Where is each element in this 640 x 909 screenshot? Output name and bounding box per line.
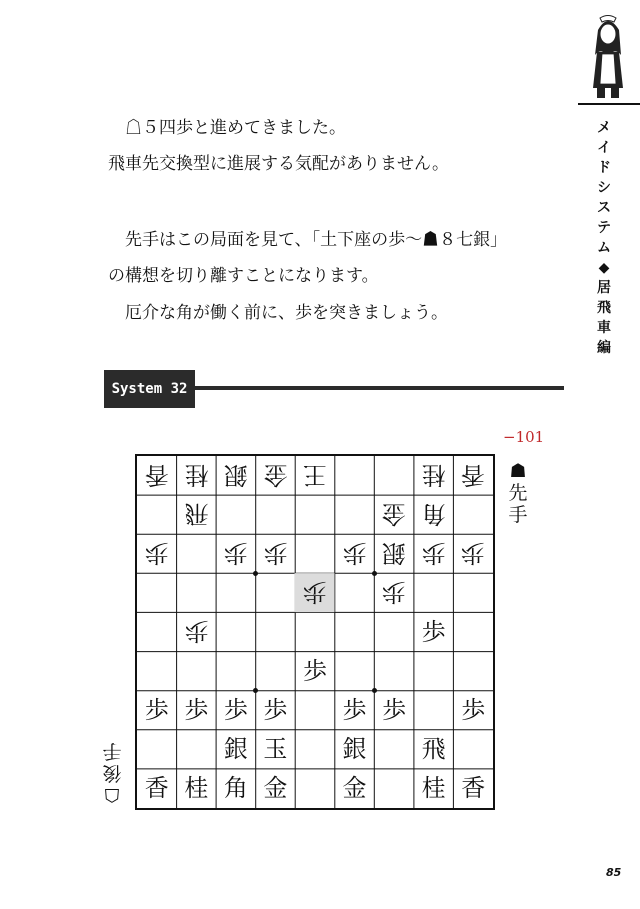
sente-piece: 角 bbox=[223, 774, 248, 803]
gote-piece: 歩 bbox=[342, 539, 367, 568]
sente-piece: 銀 bbox=[342, 735, 367, 764]
sente-piece: 歩 bbox=[342, 696, 367, 725]
sente-piece: 歩 bbox=[144, 696, 169, 725]
section-title-vertical bbox=[594, 118, 614, 358]
sente-label bbox=[507, 460, 529, 526]
section-title-char: 飛 bbox=[597, 300, 611, 316]
sente-piece: 香 bbox=[461, 774, 486, 803]
sente-piece: 桂 bbox=[184, 774, 209, 803]
section-title-char: ド bbox=[597, 160, 611, 176]
sente-piece: 飛 bbox=[421, 735, 446, 764]
header-rule bbox=[578, 103, 640, 105]
section-title-char: 車 bbox=[597, 320, 611, 336]
star-point bbox=[372, 688, 377, 693]
gote-piece: 歩 bbox=[421, 539, 446, 568]
body-line-3: 先手はこの局面を見て、「土下座の歩〜☗８七銀」 bbox=[125, 230, 508, 250]
gote-piece: 歩 bbox=[295, 573, 335, 612]
sente-piece: 歩 bbox=[302, 657, 327, 686]
gote-piece: 銀 bbox=[382, 539, 407, 568]
gote-piece: 歩 bbox=[461, 539, 486, 568]
sente-piece: 歩 bbox=[421, 617, 446, 646]
star-point bbox=[253, 571, 258, 576]
gote-piece: 歩 bbox=[263, 539, 288, 568]
gote-piece: 飛 bbox=[184, 500, 209, 529]
gote-piece: 金 bbox=[263, 461, 288, 490]
sente-piece: 歩 bbox=[263, 696, 288, 725]
gote-label-char: 後 bbox=[102, 762, 122, 784]
system-label: System 32 bbox=[104, 370, 195, 408]
section-title-char: テ bbox=[597, 220, 611, 236]
sente-label-char: ☗ bbox=[509, 460, 527, 482]
gote-piece: 歩 bbox=[184, 618, 209, 646]
gote-piece: 桂 bbox=[421, 461, 446, 490]
gote-piece: 歩 bbox=[144, 539, 169, 568]
section-title-char: ◆ bbox=[598, 260, 610, 276]
section-title-char: シ bbox=[597, 180, 611, 196]
sente-piece: 歩 bbox=[382, 696, 407, 725]
sente-piece: 玉 bbox=[263, 735, 288, 764]
gote-label-char: ☖ bbox=[103, 784, 121, 806]
gote-label bbox=[101, 740, 123, 806]
sente-piece: 桂 bbox=[421, 774, 446, 803]
gote-piece: 香 bbox=[144, 461, 169, 490]
gote-piece: 王 bbox=[303, 461, 327, 490]
star-point bbox=[372, 571, 377, 576]
section-title-char: ス bbox=[597, 200, 611, 216]
body-line-2: 飛車先交換型に進展する気配がありません。 bbox=[108, 154, 450, 174]
sente-piece: 香 bbox=[144, 774, 169, 803]
gote-piece: 角 bbox=[421, 500, 446, 529]
gote-piece: 銀 bbox=[223, 461, 248, 490]
system-rule bbox=[195, 386, 564, 390]
gote-piece: 桂 bbox=[184, 461, 209, 490]
body-line-1: ☖５四歩と進めてきました。 bbox=[125, 118, 346, 138]
section-title-char: 居 bbox=[597, 280, 611, 296]
body-line-4: の構想を切り離すことになります。 bbox=[108, 266, 379, 286]
gote-piece: 歩 bbox=[382, 578, 407, 607]
sente-piece: 金 bbox=[263, 774, 288, 803]
section-title-char: 編 bbox=[597, 340, 611, 356]
body-line-5: 厄介な角が働く前に、歩を突きましょう。 bbox=[125, 303, 448, 323]
sente-piece: 歩 bbox=[184, 696, 209, 725]
section-title-char: ム bbox=[597, 240, 611, 256]
sente-piece: 歩 bbox=[223, 696, 248, 725]
shogi-board bbox=[135, 454, 495, 810]
gote-piece: 香 bbox=[461, 461, 486, 490]
sente-piece: 銀 bbox=[223, 735, 248, 764]
gote-piece: 歩 bbox=[223, 539, 248, 568]
gote-label-char: 手 bbox=[102, 740, 122, 762]
gote-piece: 金 bbox=[382, 500, 407, 529]
sente-piece: 金 bbox=[342, 774, 367, 803]
maid-portrait-illustration bbox=[583, 10, 633, 100]
sente-label-char: 先 bbox=[508, 482, 528, 504]
move-number: −101 bbox=[503, 428, 545, 446]
sente-label-char: 手 bbox=[508, 504, 528, 526]
section-title-char: メ bbox=[597, 120, 611, 136]
section-title-char: イ bbox=[597, 140, 611, 156]
sente-piece: 歩 bbox=[461, 696, 486, 725]
page-number: 85 bbox=[606, 866, 622, 879]
